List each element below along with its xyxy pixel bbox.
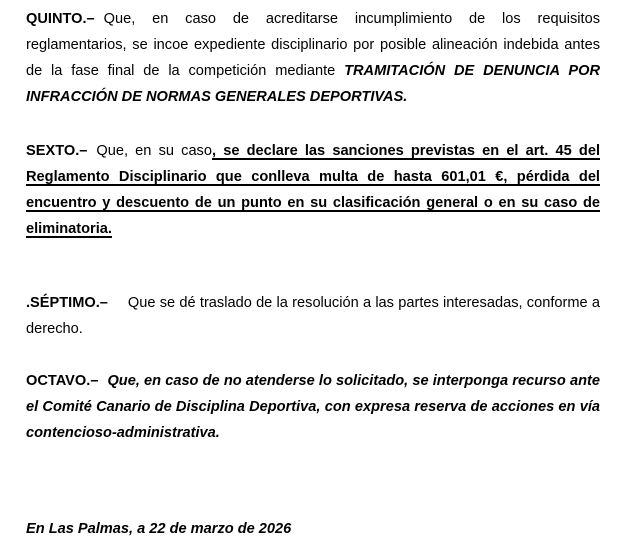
clause-label-sexto: SEXTO.– [26,143,88,159]
clause-underline1-sexto: , se declare las sanciones previstas en el art. 45 del [211,143,601,159]
paragraph-sexto [26,138,600,242]
paragraph-octavo [26,368,600,446]
clause-label-septimo: .SÉPTIMO.– [26,295,108,311]
dateline: En Las Palmas, a 22 de marzo de 2026 [26,521,292,537]
clause-body-octavo: Que, en caso de no atenderse lo solicitado, se interponga recurso ante el Comité Canario de Disciplina Deportiva, con expresa reserva de acciones en vía contencioso-administrativa. [26,373,600,441]
clause-label-octavo: OCTAVO.– [26,373,99,389]
paragraph-septimo [26,290,600,342]
clause-emphasis-quinto: TRAMITACIÓN DE DENUNCIA POR INFRACCIÓN DE NORMAS GENERALES DEPORTIVAS. [26,63,600,105]
clause-underline2-sexto: Reglamento Disciplinario que conlleva multa de hasta 601,01 €, pérdida del encuentro y descuento de un punto en su clasificación general o en su caso de eliminatoria. [26,169,600,237]
clause-intro-sexto: Que, en su caso [96,143,212,159]
clause-body-quinto: Que, en caso de acreditarse incumplimiento de los requisitos reglamentarios, se incoe expediente disciplinario por posible alineación indebida antes de la fase final de la competición mediante [26,11,600,79]
paragraph-quinto [26,6,600,110]
clause-body-septimo: Que se dé traslado de la resolución a las partes interesadas, conforme a derecho. [26,295,600,337]
clause-label-quinto: QUINTO.– [26,11,95,27]
